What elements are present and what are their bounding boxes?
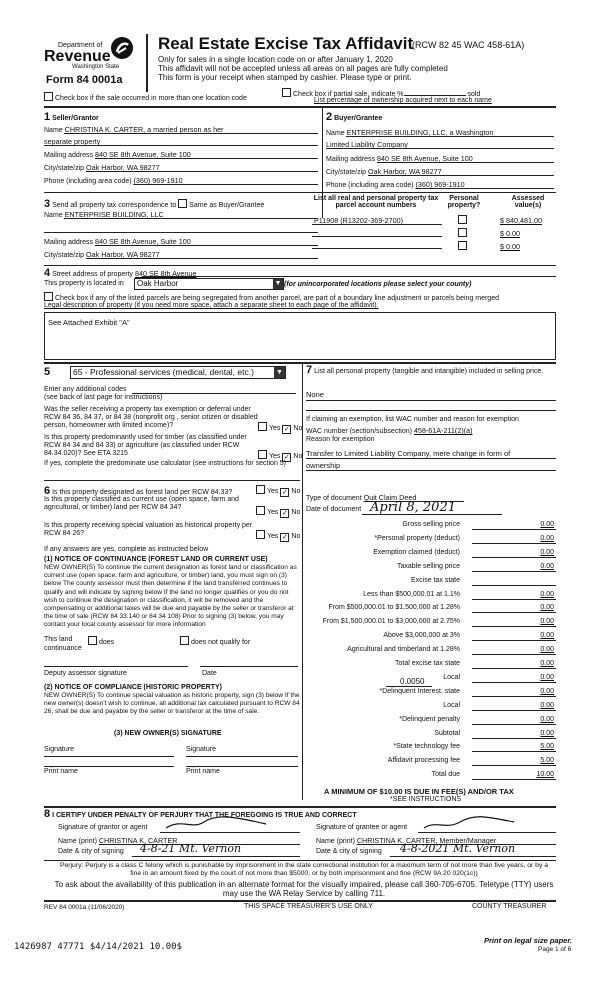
exemption-question: Was the seller receiving a property tax exemption or deferral under RCW 84 36, 84 37, or 84 38 (nonprofit org , senior citizen or disabled person, homeowner with limited income)? bbox=[44, 406, 258, 429]
seller-phone-field[interactable]: (360) 969-1910 bbox=[133, 176, 183, 185]
calc-row-label: Above $3,000,000 at 3% bbox=[383, 632, 460, 640]
same-as-buyer-checkbox[interactable] bbox=[178, 199, 187, 208]
accessibility-notice: To ask about the availability of this publication in an alternate format for the visually impaired, please call 360-705-6705. Teletype (TTY) users may use the WA Relay Service by calling 711. bbox=[54, 880, 554, 898]
state-label: Washington State bbox=[72, 64, 120, 70]
calc-row-label: *Delinquent Interest. state bbox=[379, 687, 460, 695]
correspondence-mail-field[interactable]: 840 SE 8th Avenue, Suite 100 bbox=[94, 237, 191, 246]
calc-row-label: Taxable selling price bbox=[396, 562, 460, 570]
wac-number-field[interactable]: 458-61A-211(2)(a) bbox=[413, 426, 473, 435]
buyer-heading: 2 Buyer/Grantee bbox=[326, 111, 383, 123]
exemption-no-checkbox[interactable] bbox=[282, 425, 291, 434]
calc-row-value[interactable]: 0.00 bbox=[540, 590, 554, 598]
calc-row-value[interactable]: 0.00 bbox=[540, 521, 554, 528]
multi-location-checkbox[interactable] bbox=[44, 92, 53, 101]
unincorporated-note: (for unincorporated locations please select your county) bbox=[284, 281, 472, 288]
calc-row-label: Agricultural and timberland at 1.28% bbox=[347, 646, 460, 654]
header-line-1: Only for sales in a single location code on or after January 1, 2020 bbox=[158, 55, 393, 64]
chevron-down-icon: ▼ bbox=[274, 280, 282, 287]
recording-stamp: 1426987 47771 $4/14/2021 10.00$ bbox=[14, 942, 182, 952]
document-date-field[interactable]: April 8, 2021 bbox=[370, 500, 456, 515]
calc-row-value[interactable]: 10.00 bbox=[536, 771, 554, 779]
segregated-checkbox[interactable] bbox=[44, 292, 53, 301]
forest-no-checkbox[interactable] bbox=[280, 488, 289, 497]
calc-row-label: *Delinquent penalty bbox=[399, 715, 460, 723]
personal-property-checkbox-1[interactable] bbox=[458, 215, 467, 224]
local-rate-field[interactable]: 0.0050 bbox=[400, 677, 425, 686]
seller-mail-field[interactable]: 840 SE 8th Avenue, Suite 100 bbox=[94, 150, 191, 159]
historic-yes-checkbox[interactable] bbox=[256, 530, 265, 539]
agency-name: Revenue bbox=[44, 48, 111, 65]
calc-row-value[interactable]: 0.00 bbox=[540, 562, 554, 570]
calc-row-label: Local bbox=[443, 673, 460, 681]
legal-description-label: Legal description of property (if you need more space, attach a separate sheet to each page of the affidavit). bbox=[44, 302, 379, 309]
calc-row-value[interactable]: 0.00 bbox=[540, 604, 554, 612]
grantee-date-city[interactable]: 4-8-2021 Mt. Vernon bbox=[400, 842, 516, 855]
continuance-notice: NEW OWNER(S) To continue the current designation as forest land or classification as current use (open space, farm and agriculture, or timber) land, you must sign on (3) below The county assessor must then determine if the land transferred continues to qualify and will indicate by signing below If the land no longer qualifies or you do not wish to continue the designation or classification, it will be removed and the compensating or additional taxes will be due and payable by the seller or transferor at the time of sale (RCW 84 33.140 or 84 34 108) Prior to signing (3) below, you may contact your local county assessor for more information bbox=[44, 564, 297, 629]
calc-row-label: Less than $500,000.01 at 1.1% bbox=[363, 590, 460, 598]
current-use-no-checkbox[interactable] bbox=[280, 509, 289, 518]
buyer-city-field[interactable]: Oak Harbor, WA 98277 bbox=[368, 167, 442, 176]
partial-sale-checkbox[interactable] bbox=[282, 88, 291, 97]
logo-icon bbox=[110, 36, 134, 60]
assessed-value-1[interactable]: $ 840,481.00 bbox=[500, 216, 542, 225]
grantor-date-city[interactable]: 4-8-21 Mt. Vernon bbox=[140, 842, 242, 855]
calc-row-value[interactable]: 0.00 bbox=[540, 548, 554, 556]
calc-row-value[interactable]: 0.00 bbox=[540, 687, 554, 695]
perjury-notice: Perjury: Perjury is a class C felony which is punishable by imprisonment in the state correctional institution for a maximum term of not more than five years, or by a fine in an amount fixed by the court of not more than $5000, or by both imprisonment and fine (RCW 9A 20 020(1c)) bbox=[59, 862, 549, 877]
calc-row-label: Excise tax state bbox=[410, 576, 460, 584]
legal-description-value: See Attached Exhibit "A" bbox=[48, 318, 130, 327]
grantee-print-name[interactable]: CHRISTINA K. CARTER, Member/Manager bbox=[356, 836, 497, 845]
calc-row-label: Subtotal bbox=[434, 729, 460, 737]
personal-property-checkbox-3[interactable] bbox=[458, 241, 467, 250]
historic-no-checkbox[interactable] bbox=[280, 533, 289, 542]
calc-row-value[interactable]: 0.00 bbox=[540, 701, 554, 709]
dept-label: Department of bbox=[58, 42, 103, 49]
grantee-signature[interactable] bbox=[420, 814, 520, 834]
land-use-select[interactable]: 65 - Professional services (medical, dental, etc.) ▼ bbox=[70, 366, 286, 379]
document-type-field[interactable]: Quit Claim Deed bbox=[363, 493, 417, 502]
property-street-field[interactable]: 840 SE 8th Avenue bbox=[134, 269, 197, 278]
calc-row-value[interactable]: 0.00 bbox=[540, 618, 554, 626]
current-use-yes-checkbox[interactable] bbox=[256, 506, 265, 515]
seller-name-field-2[interactable]: separate property bbox=[44, 137, 101, 146]
calc-row-value[interactable]: 0.00 bbox=[540, 729, 554, 737]
form-title: Real Estate Excise Tax Affidavit bbox=[158, 34, 414, 53]
location-select[interactable]: Oak Harbor ▼ bbox=[134, 278, 284, 290]
seller-name-field[interactable]: CHRISTINA K. CARTER, a married person as her bbox=[64, 125, 224, 134]
forest-yes-checkbox[interactable] bbox=[256, 485, 265, 494]
personal-property-checkbox-2[interactable] bbox=[458, 228, 467, 237]
timber-yes-checkbox[interactable] bbox=[258, 450, 267, 459]
calc-row-value[interactable]: 5.00 bbox=[540, 757, 554, 765]
calc-row-value[interactable]: 0.00 bbox=[540, 660, 554, 667]
calc-row-label: *State technology fee bbox=[393, 743, 460, 751]
grantor-signature[interactable] bbox=[162, 814, 272, 834]
calc-row-label: Exemption claimed (deduct) bbox=[373, 548, 460, 556]
multi-location-row[interactable]: Check box if the sale occurred in more than one location code bbox=[44, 92, 247, 102]
calc-row-label: From $1,500,000.01 to $3,000,000 at 2.75% bbox=[322, 618, 460, 626]
calc-row-label: *Personal property (deduct) bbox=[374, 534, 460, 542]
calc-row-value[interactable]: 0.00 bbox=[540, 534, 554, 542]
does-not-checkbox[interactable] bbox=[180, 636, 189, 645]
partial-sale-row[interactable]: Check box if partial sale, indicate % sold bbox=[282, 88, 480, 98]
assessed-value-3[interactable]: $ 0.00 bbox=[500, 242, 520, 251]
calc-row-value[interactable]: 0.00 bbox=[540, 646, 554, 654]
does-checkbox[interactable] bbox=[88, 636, 97, 645]
ownership-note: List percentage of ownership acquired next to each name bbox=[314, 97, 492, 104]
buyer-name-field[interactable]: ENTERPRISE BUILDING, LLC, a Washington bbox=[346, 128, 494, 137]
seller-heading: 1 Seller/Grantor bbox=[44, 111, 99, 123]
assessed-value-2[interactable]: $ 0.00 bbox=[500, 229, 520, 238]
calc-row-value[interactable]: 0.00 bbox=[540, 673, 554, 681]
parcel-number-1[interactable]: P11908 (R13202-369-2700) bbox=[314, 216, 403, 225]
calc-row-label: Local bbox=[443, 701, 460, 709]
minimum-due-note: A MINIMUM OF $10.00 IS DUE IN FEE(S) AND/OR TAX bbox=[324, 787, 514, 796]
correspondence-city-field[interactable]: Oak Harbor, WA 98277 bbox=[86, 250, 160, 259]
chevron-down-icon: ▼ bbox=[274, 367, 285, 378]
grantor-print-name[interactable]: CHRISTINA K. CARTER bbox=[98, 836, 178, 845]
calc-row-label: Total due bbox=[431, 771, 460, 779]
calc-row-label: From $500,000.01 to $1,500,000 at 1.28% bbox=[328, 604, 460, 612]
calc-row-label: Affidavit processing fee bbox=[387, 757, 460, 765]
personal-property-value[interactable]: None bbox=[306, 390, 324, 399]
calc-row-value[interactable]: 0.00 bbox=[540, 715, 554, 723]
calc-row-value[interactable]: 0.00 bbox=[540, 632, 554, 640]
form-number: Form 84 0001a bbox=[46, 74, 123, 86]
header-line-3: This form is your receipt when stamped by cashier. Please type or print. bbox=[158, 73, 412, 82]
calc-row-label: Total excise tax state bbox=[395, 660, 460, 667]
segregated-row[interactable]: Check box if any of the listed parcels are being segregated from another parcel, are part of a boundary line adjustment or parcels being merged bbox=[44, 292, 499, 302]
calc-row-label: Gross selling price bbox=[402, 521, 460, 528]
form-rcw: (RCW 82 45 WAC 458-61A) bbox=[412, 40, 525, 50]
buyer-phone-field[interactable]: (360) 969-1910 bbox=[415, 180, 465, 189]
calc-row-value[interactable]: 5.00 bbox=[540, 743, 554, 751]
seller-city-field[interactable]: Oak Harbor, WA 98277 bbox=[86, 163, 160, 172]
timber-question: Is this property predominantly used for timber (as classified under RCW 84 34 and 84 33) or agriculture (as classified under RCW 84.34.020)? See ETA 3215 bbox=[44, 434, 247, 457]
buyer-name-field-2[interactable]: Limited Liability Company bbox=[326, 140, 408, 149]
exemption-reason-field[interactable]: Transfer to Limited Liability Company, mere change in form of ownership bbox=[306, 449, 511, 470]
exemption-yes-checkbox[interactable] bbox=[258, 422, 267, 431]
buyer-mail-field[interactable]: 840 SE 8th Avenue, Suite 100 bbox=[376, 154, 473, 163]
section3-heading: 3 Send all property tax correspondence to Same as Buyer/Grantee bbox=[44, 198, 265, 210]
compliance-notice: NEW OWNER(S) To continue special valuation as historic property, sign (3) below If the new owner(s) doesn't wish to continue, all additional tax calculated pursuant to RCW 84 26, shall be due and payable by the seller or transferor at the time of sale. bbox=[44, 692, 300, 716]
header-line-2: This affidavit will not be accepted unless all areas on all pages are fully completed bbox=[158, 64, 448, 73]
correspondence-name-field[interactable]: ENTERPRISE BUILDING, LLC bbox=[64, 210, 164, 219]
